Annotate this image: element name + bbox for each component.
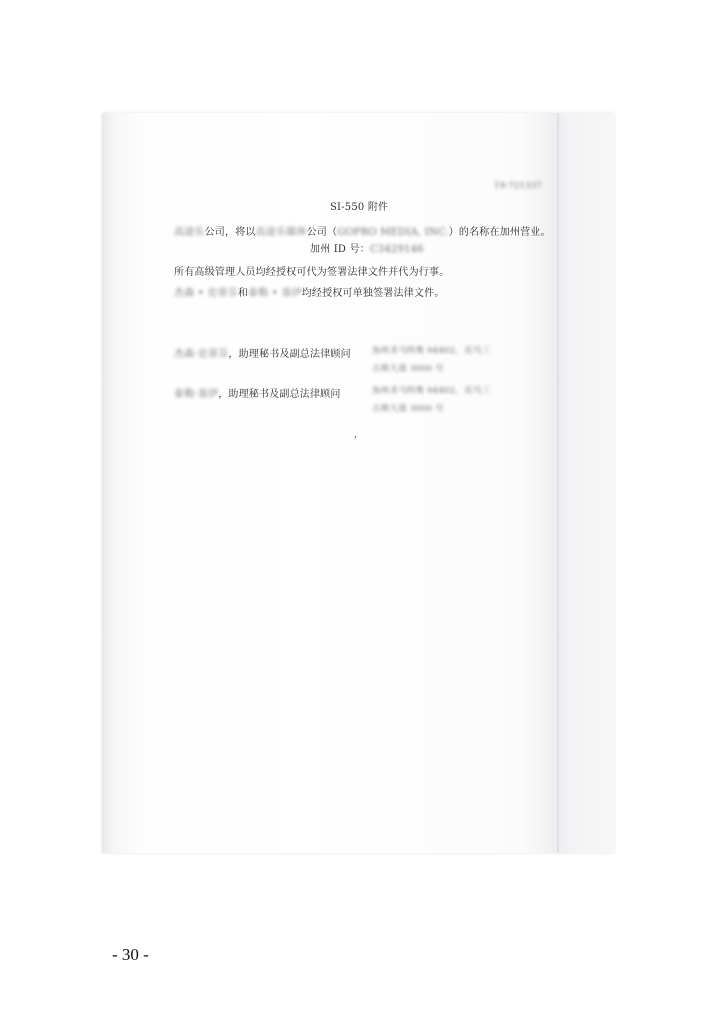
page-fold-shadow — [557, 113, 559, 853]
redacted-officer-name: 杰森·史蒂芬 — [174, 349, 229, 360]
stray-mark: , — [354, 429, 358, 440]
redacted-address: 古斯大道 3000 号 — [372, 364, 444, 374]
text-segment: 公司（ — [306, 227, 338, 238]
officer-entry — [174, 345, 351, 360]
redacted-person-name: 泰勒 • 基伊 — [248, 288, 302, 299]
redacted-id-number: C3429146 — [369, 244, 424, 255]
text-segment: 公司，将以 — [204, 227, 256, 238]
officer-entry — [174, 385, 341, 400]
redacted-english-name: GOPRO MEDIA, INC. — [337, 227, 449, 238]
redacted-address: 加州圣马特奥 94402，克马三 — [372, 346, 490, 356]
california-id-line — [310, 240, 424, 255]
redacted-company-name: 高途乐媒体 — [255, 227, 307, 238]
officer-title: ，助理秘书及副总法律顾问 — [228, 349, 351, 360]
document-number: 19-721337 — [494, 181, 542, 191]
redacted-address: 加州圣马特奥 94402，克马三 — [372, 386, 490, 396]
redacted-officer-name: 泰勒·基伊 — [174, 389, 219, 400]
page-number: - 30 - — [112, 945, 149, 964]
signatory-line — [174, 284, 445, 299]
redacted-address: 古斯大道 3000 号 — [372, 404, 444, 414]
text-segment: 均经授权可单独签署法律文件。 — [301, 288, 445, 299]
redacted-company-name: 高途乐 — [174, 227, 205, 238]
business-name-line — [174, 223, 551, 238]
officer-title: ，助理秘书及副总法律顾问 — [218, 389, 341, 400]
document-title: SI-550 附件 — [330, 202, 389, 213]
scanned-document — [102, 113, 614, 853]
id-label: 加州 ID 号： — [310, 244, 370, 255]
redacted-person-name: 杰森 • 史蒂芬 — [174, 288, 238, 299]
text-segment: 和 — [237, 288, 249, 299]
authorization-statement: 所有高级管理人员均经授权可代为签署法律文件并代为行事。 — [174, 267, 450, 278]
text-segment: ）的名称在加州营业。 — [448, 227, 551, 238]
